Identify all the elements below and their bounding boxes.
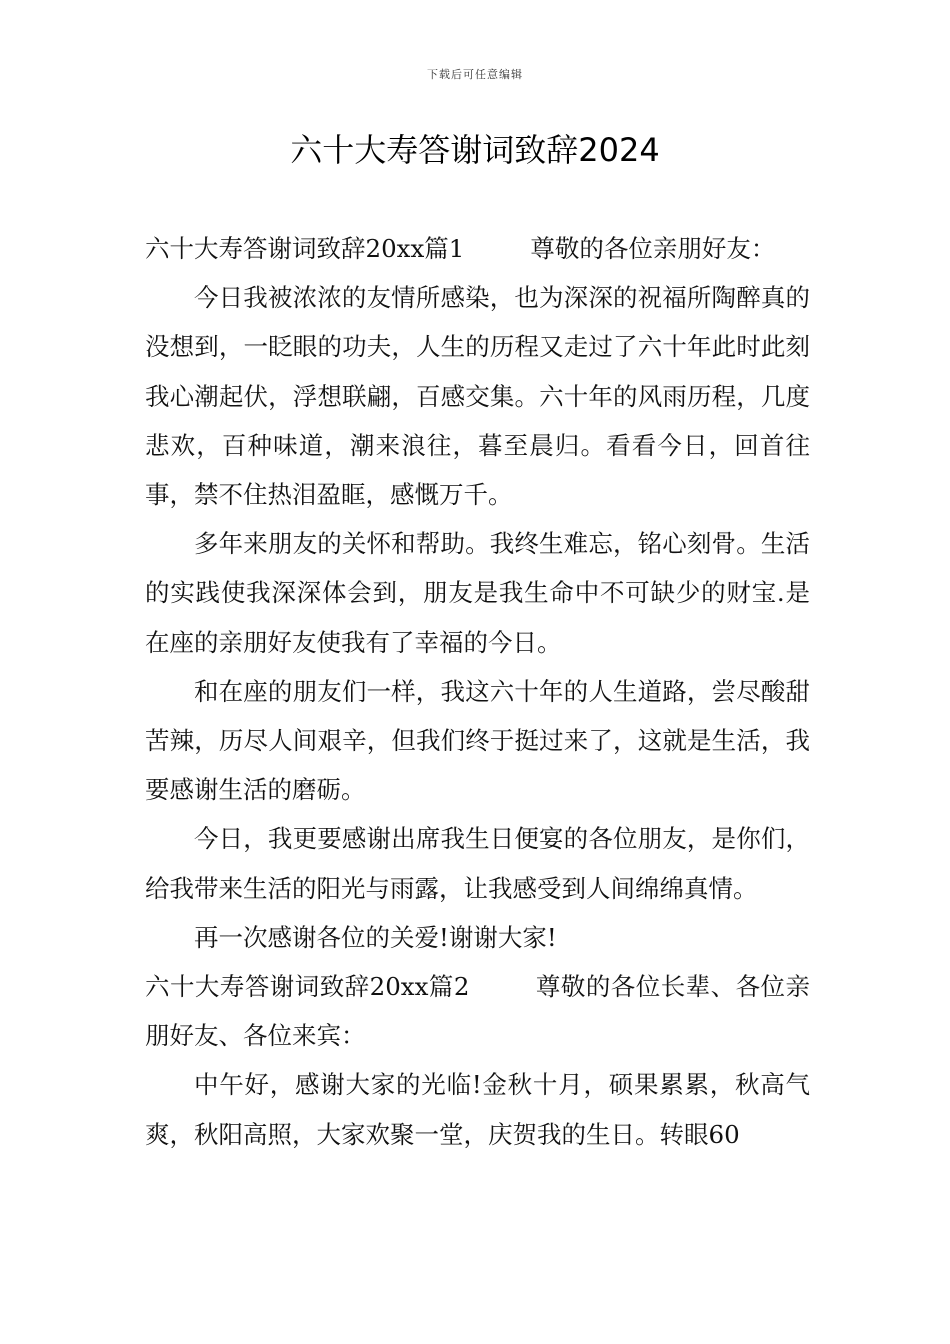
paragraph: 中午好，感谢大家的光临!金秋十月，硕果累累，秋高气爽，秋阳高照，大家欢聚一堂，庆贺我的生日。转眼60 <box>145 1070 810 1149</box>
section-2-heading: 六十大寿答谢词致辞20xx篇2 <box>145 972 470 1002</box>
section-2-heading-line <box>145 962 810 1060</box>
paragraph: 今日我被浓浓的友情所感染，也为深深的祝福所陶醉真的没想到，一眨眼的功夫，人生的历程又走过了六十年此时此刻我心潮起伏，浮想联翩，百感交集。六十年的风雨历程，几度悲欢，百种味道，潮来浪往，暮至晨归。看看今日，回首往事，禁不住热泪盈眶，感慨万千。 <box>145 283 810 510</box>
document-body <box>145 224 810 1159</box>
paragraph: 今日，我更要感谢出席我生日便宴的各位朋友，是你们，给我带来生活的阳光与雨露，让我感受到人间绵绵真情。 <box>145 824 810 903</box>
section-1-salutation: 尊敬的各位亲朋好友： <box>530 234 776 263</box>
paragraph: 多年来朋友的关怀和帮助。我终生难忘，铭心刻骨。生活的实践使我深深体会到，朋友是我生命中不可缺少的财宝.是在座的亲朋好友使我有了幸福的今日。 <box>145 529 810 657</box>
section-1-heading-line <box>145 224 810 273</box>
section-2-salutation: 尊敬的各位长辈、各位亲朋好友、各位来宾： <box>145 972 810 1051</box>
document-title: 六十大寿答谢词致辞2024 <box>290 131 660 169</box>
header-note: 下载后可任意编辑 <box>427 68 523 81</box>
paragraph: 和在座的朋友们一样，我这六十年的人生道路，尝尽酸甜苦辣，历尽人间艰辛，但我们终于挺过来了，这就是生活，我要感谢生活的磨砺。 <box>145 676 810 805</box>
paragraph: 再一次感谢各位的关爱!谢谢大家! <box>194 922 557 952</box>
section-1-heading: 六十大寿答谢词致辞20xx篇1 <box>145 234 465 263</box>
